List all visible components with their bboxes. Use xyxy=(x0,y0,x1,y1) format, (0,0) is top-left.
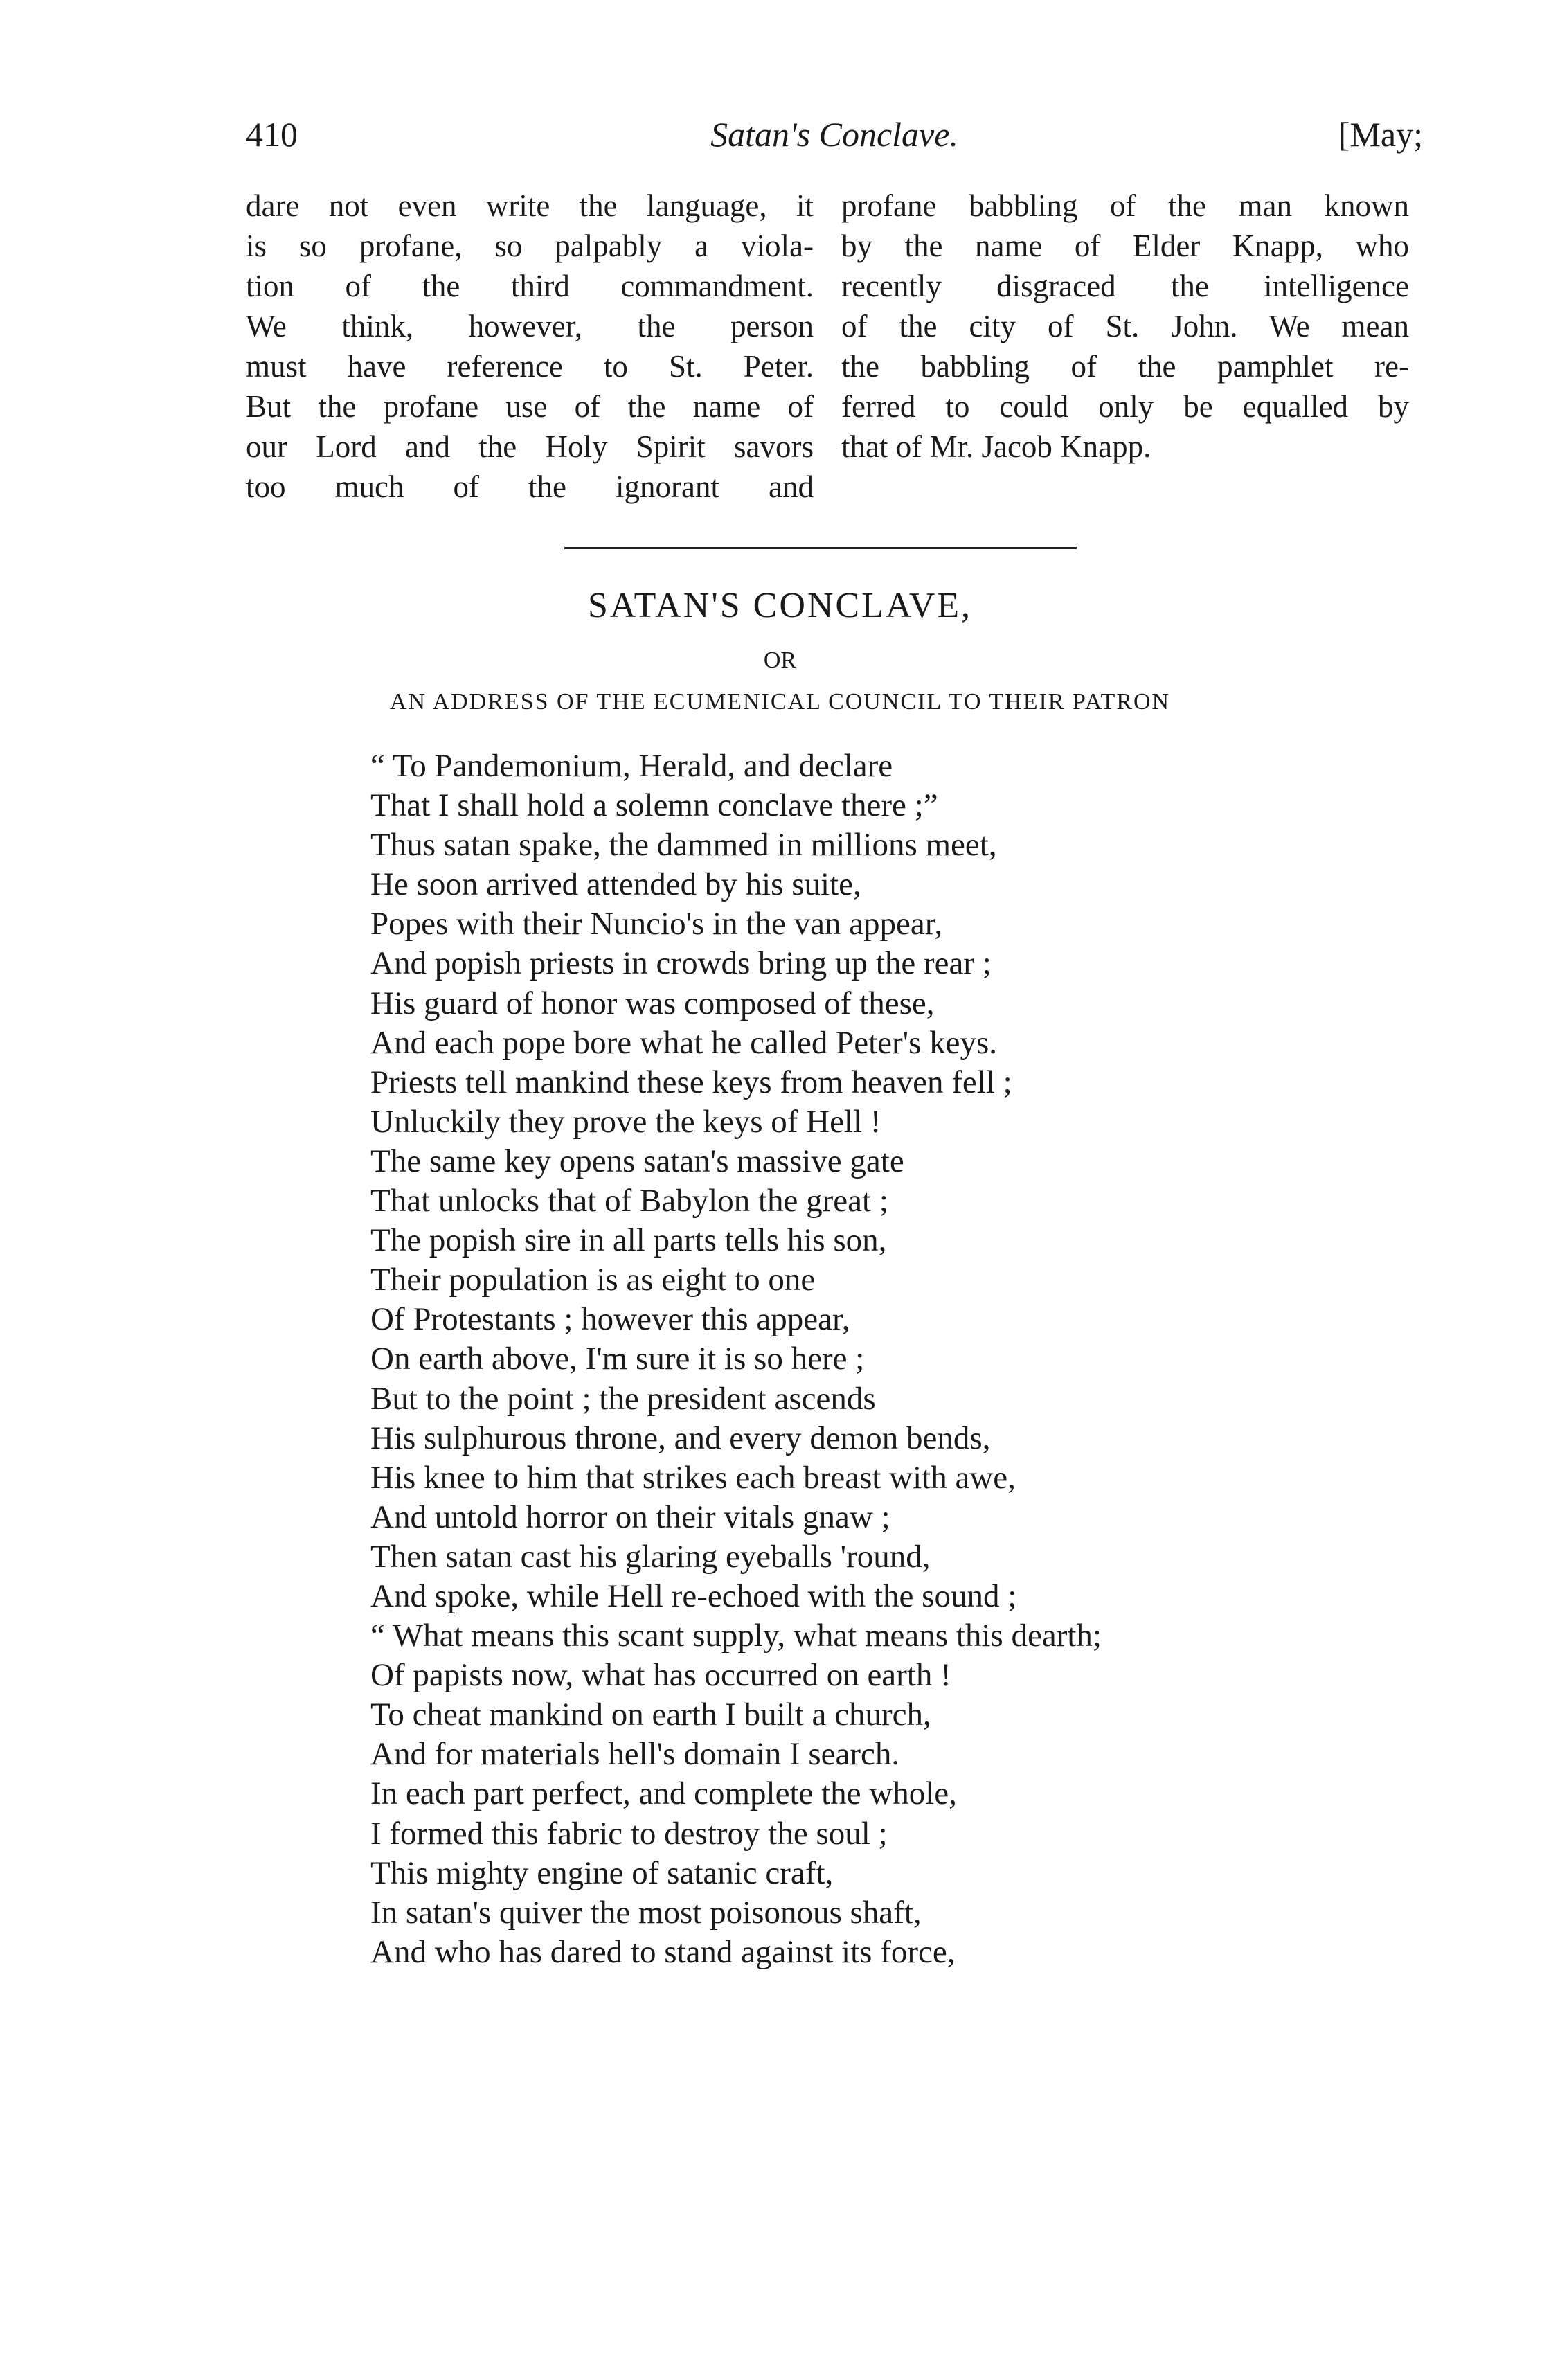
poem-line: Thus satan spake, the dammed in millions meet, xyxy=(370,827,997,864)
right-line: that of Mr. Jacob Knapp. xyxy=(841,429,1151,464)
poem-line: Popes with their Nuncio's in the van appear, xyxy=(370,906,943,942)
page-header xyxy=(246,114,1423,163)
header-month: [May; xyxy=(1338,115,1423,154)
right-line: recently disgraced the intelligence xyxy=(841,269,1409,303)
poem-line: The popish sire in all parts tells his son, xyxy=(370,1222,887,1259)
right-line: profane babbling of the man known xyxy=(841,188,1409,223)
poem-line: In each part perfect, and complete the whole, xyxy=(370,1775,957,1812)
poem-line: In satan's quiver the most poisonous shaft, xyxy=(370,1894,922,1931)
poem-line: Their population is as eight to one xyxy=(370,1262,816,1298)
poem-line: And untold horror on their vitals gnaw ; xyxy=(370,1498,890,1535)
left-line: dare not even write the language, it xyxy=(246,188,814,223)
poem-body xyxy=(370,746,1478,1972)
left-line: tion of the third commandment. xyxy=(246,269,814,303)
left-line: is so profane, so palpably a viola- xyxy=(246,229,814,263)
section-divider xyxy=(564,547,1077,549)
poem-line: And for materials hell's domain I search. xyxy=(370,1736,900,1773)
poem-title: SATAN'S CONCLAVE, xyxy=(587,586,973,625)
poem-line: And spoke, while Hell re-echoed with the sound ; xyxy=(370,1577,1017,1614)
left-line: But the profane use of the name of xyxy=(246,389,814,424)
left-line: We think, however, the person xyxy=(246,309,814,343)
poem-line: The same key opens satan's massive gate xyxy=(370,1143,904,1179)
right-line: by the name of Elder Knapp, who xyxy=(841,229,1409,263)
poem-line: And who has dared to stand against its force, xyxy=(370,1933,956,1970)
poem-line: I formed this fabric to destroy the soul ; xyxy=(370,1815,888,1852)
poem-line: On earth above, I'm sure it is so here ; xyxy=(370,1341,865,1377)
poem-line: Of Protestants ; however this appear, xyxy=(370,1301,850,1338)
running-title: Satan's Conclave. xyxy=(710,115,958,154)
poem-line: His knee to him that strikes each breast with awe, xyxy=(370,1459,1016,1496)
right-line: ferred to could only be equalled by xyxy=(841,389,1409,424)
poem-subtitle: AN ADDRESS OF THE ECUMENICAL COUNCIL TO THEIR PATRON xyxy=(389,689,1171,715)
poem-line: But to the point ; the president ascends xyxy=(370,1380,876,1417)
poem-line: His guard of honor was composed of these, xyxy=(370,985,935,1021)
left-line: too much of the ignorant and xyxy=(246,469,814,504)
prose-columns xyxy=(246,186,1423,518)
right-line: of the city of St. John. We mean xyxy=(841,309,1409,343)
poem-line: He soon arrived attended by his suite, xyxy=(370,866,861,903)
poem-line: That unlocks that of Babylon the great ; xyxy=(370,1183,888,1219)
left-line: must have reference to St. Peter. xyxy=(246,349,814,384)
poem-line: “ To Pandemonium, Herald, and declare xyxy=(370,748,893,784)
poem-line: And each pope bore what he called Peter's keys. xyxy=(370,1024,998,1061)
right-column xyxy=(841,186,1409,467)
poem-line: Then satan cast his glaring eyeballs 'round, xyxy=(370,1538,931,1575)
left-column xyxy=(246,186,814,507)
poem-line: “ What means this scant supply, what means this dearth; xyxy=(370,1618,1102,1654)
poem-line: And popish priests in crowds bring up the rear ; xyxy=(370,945,992,982)
left-line: our Lord and the Holy Spirit savors xyxy=(246,429,814,464)
poem-line: Unluckily they prove the keys of Hell ! xyxy=(370,1103,881,1140)
page-number: 410 xyxy=(246,115,298,154)
right-line: the babbling of the pamphlet re- xyxy=(841,349,1409,384)
poem-line: Of papists now, what has occurred on earth ! xyxy=(370,1657,951,1694)
poem-line: To cheat mankind on earth I built a church, xyxy=(370,1697,931,1733)
poem-line: Priests tell mankind these keys from heaven fell ; xyxy=(370,1064,1012,1100)
poem-or: OR xyxy=(763,647,797,673)
poem-line: That I shall hold a solemn conclave there ;” xyxy=(370,787,938,824)
poem-line: His sulphurous throne, and every demon bends, xyxy=(370,1420,991,1456)
poem-line: This mighty engine of satanic craft, xyxy=(370,1854,834,1891)
